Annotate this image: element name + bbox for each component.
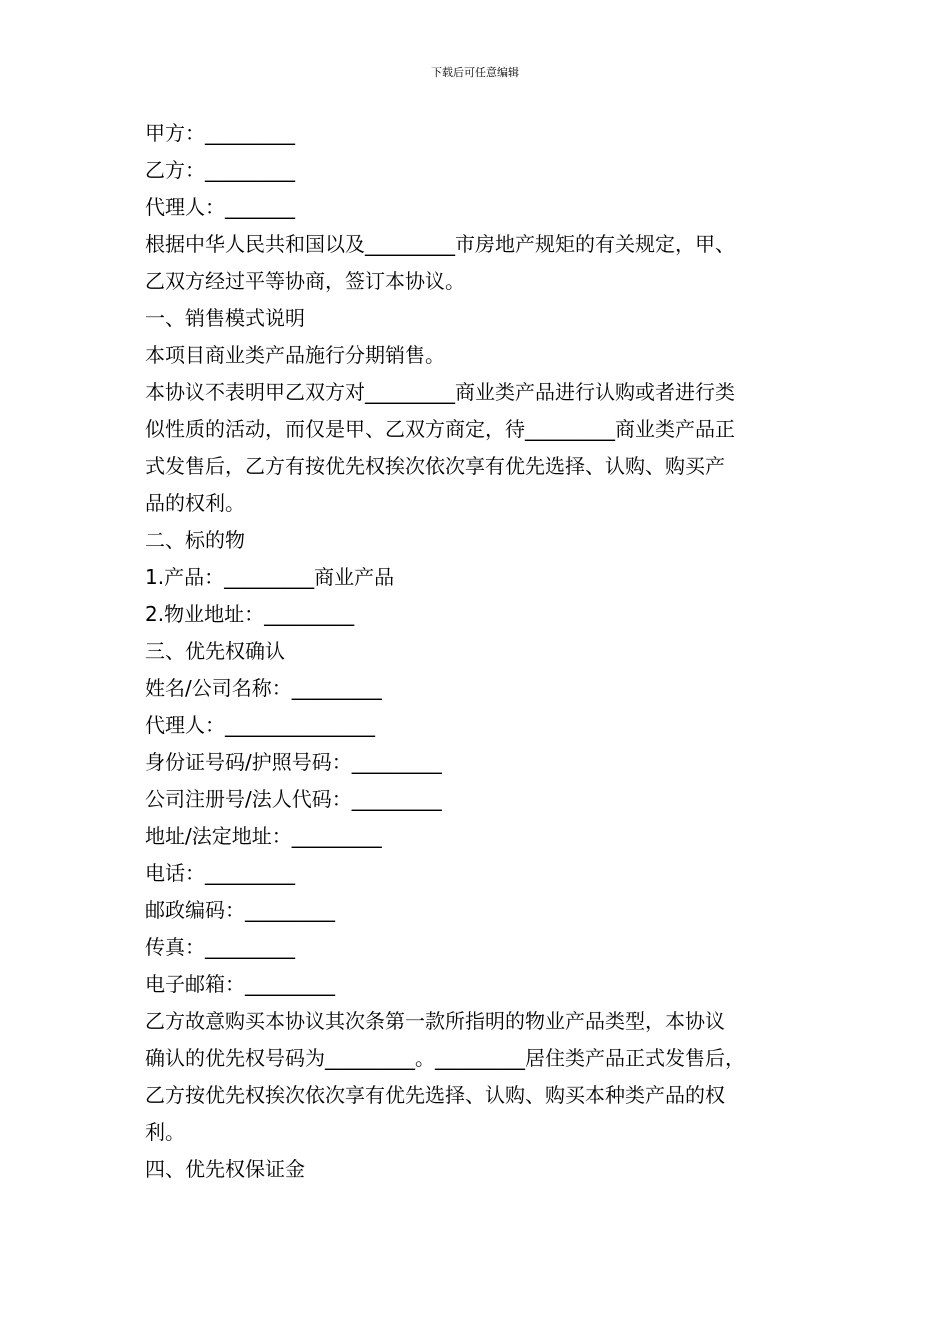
product-line: 1.产品：_________商业产品: [145, 565, 395, 589]
agent-line-2: 代理人：_______________: [145, 713, 375, 737]
paragraph-line: 乙方按优先权挨次依次享有优先选择、认购、购买本种类产品的权: [145, 1083, 725, 1107]
document-body: [145, 115, 815, 1188]
party-a-line: 甲方：_________: [145, 121, 295, 145]
id-passport-line: 身份证号码/护照号码：_________: [145, 750, 442, 774]
paragraph-line: 品的权利。: [145, 491, 245, 515]
section-heading-2: 二、标的物: [145, 528, 245, 552]
agent-line: 代理人：_______: [145, 195, 295, 219]
paragraph-line: 确认的优先权号码为_________。_________居住类产品正式发售后，: [145, 1046, 745, 1070]
name-company-line: 姓名/公司名称：_________: [145, 676, 382, 700]
email-line: 电子邮箱：_________: [145, 972, 335, 996]
section-heading-3: 三、优先权确认: [145, 639, 285, 663]
section-heading-1: 一、销售模式说明: [145, 306, 305, 330]
address-line: 地址/法定地址：_________: [145, 824, 382, 848]
party-b-line: 乙方：_________: [145, 158, 295, 182]
paragraph-line: 似性质的活动，而仅是甲、乙双方商定，待_________商业类产品正: [145, 417, 735, 441]
property-address-line: 2.物业地址：_________: [145, 602, 355, 626]
section-heading-4: 四、优先权保证金: [145, 1157, 305, 1181]
paragraph-line: 式发售后，乙方有按优先权挨次依次享有优先选择、认购、购买产: [145, 454, 725, 478]
preamble-line-2: 乙双方经过平等协商，签订本协议。: [145, 269, 465, 293]
company-registration-line: 公司注册号/法人代码：_________: [145, 787, 442, 811]
paragraph-line: 本协议不表明甲乙双方对_________商业类产品进行认购或者进行类: [145, 380, 735, 404]
phone-line: 电话：_________: [145, 861, 295, 885]
fax-line: 传真：_________: [145, 935, 295, 959]
page-header: 下载后可任意编辑: [431, 66, 519, 79]
paragraph-line: 利。: [145, 1120, 185, 1144]
postal-code-line: 邮政编码：_________: [145, 898, 335, 922]
paragraph-line: 本项目商业类产品施行分期销售。: [145, 343, 445, 367]
preamble-line-1: 根据中华人民共和国以及_________市房地产规矩的有关规定，甲、: [145, 232, 735, 256]
paragraph-line: 乙方故意购买本协议其次条第一款所指明的物业产品类型，本协议: [145, 1009, 725, 1033]
